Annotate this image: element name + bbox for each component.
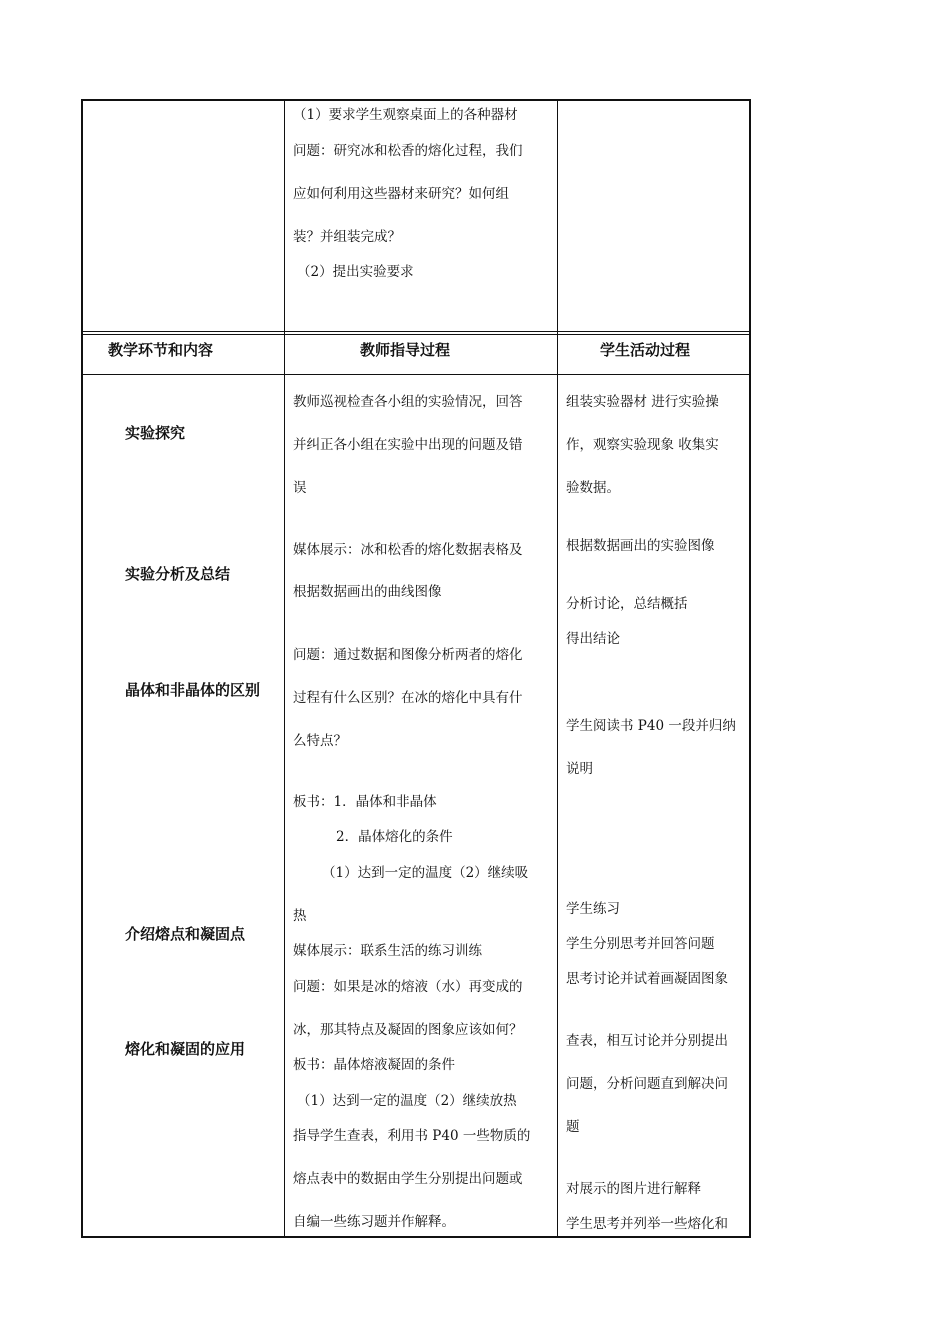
teacher-line: 媒体展示：冰和松香的熔化数据表格及 (293, 542, 523, 558)
student-line: 验数据。 (566, 480, 620, 496)
top-teacher-line: （1）要求学生观察桌面上的各种器材 (293, 107, 518, 123)
student-line: 得出结论 (566, 631, 620, 647)
section-label: 实验探究 (125, 424, 186, 442)
student-line: 学生分别思考并回答问题 (566, 936, 715, 952)
column-divider (284, 99, 285, 1238)
student-line: 说明 (566, 761, 593, 777)
student-line: 查表，相互讨论并分别提出 (566, 1033, 728, 1049)
student-line: 作，观察实验现象 收集实 (566, 437, 719, 453)
teacher-line: 板书：晶体熔液凝固的条件 (293, 1057, 455, 1073)
top-teacher-line: （2）提出实验要求 (297, 264, 414, 280)
teacher-line: 熔点表中的数据由学生分别提出问题或 (293, 1171, 523, 1187)
column-divider (557, 99, 558, 1238)
teacher-line: 冰，那其特点及凝固的图象应该如何？ (293, 1022, 523, 1038)
student-line: 学生思考并列举一些熔化和 (566, 1216, 728, 1232)
student-line: 题 (566, 1119, 580, 1135)
row-divider (81, 334, 751, 335)
teacher-line: 自编一些练习题并作解释。 (293, 1214, 455, 1230)
teacher-line: （1）达到一定的温度（2）继续吸 (322, 865, 529, 881)
teacher-line: 教师巡视检查各小组的实验情况，回答 (293, 394, 523, 410)
row-divider (81, 374, 751, 375)
section-label: 熔化和凝固的应用 (125, 1040, 246, 1058)
header-col-student: 学生活动过程 (600, 341, 691, 359)
teacher-line: 问题：通过数据和图像分析两者的熔化 (293, 647, 523, 663)
student-line: 组装实验器材 进行实验操 (566, 394, 719, 410)
teacher-line: （1）达到一定的温度（2）继续放热 (297, 1093, 517, 1109)
teacher-line: 热 (293, 908, 307, 924)
row-divider (81, 331, 751, 332)
header-col-stage: 教学环节和内容 (108, 341, 214, 359)
header-col-teacher: 教师指导过程 (360, 341, 451, 359)
section-label: 介绍熔点和凝固点 (125, 925, 246, 943)
top-teacher-line: 问题：研究冰和松香的熔化过程，我们 (293, 143, 523, 159)
teacher-line: 2．晶体熔化的条件 (336, 829, 453, 845)
teacher-line: 么特点？ (293, 733, 347, 749)
top-teacher-line: 应如何利用这些器材来研究？如何组 (293, 186, 509, 202)
section-label: 实验分析及总结 (125, 565, 231, 583)
student-line: 分析讨论，总结概括 (566, 596, 688, 612)
student-line: 思考讨论并试着画凝固图象 (566, 971, 728, 987)
teacher-line: 根据数据画出的曲线图像 (293, 584, 442, 600)
teacher-line: 误 (293, 480, 307, 496)
teacher-line: 媒体展示：联系生活的练习训练 (293, 943, 482, 959)
top-teacher-line: 装？并组装完成？ (293, 229, 401, 245)
teacher-line: 指导学生查表，利用书 P40 一些物质的 (293, 1128, 531, 1144)
teacher-line: 过程有什么区别？在冰的熔化中具有什 (293, 690, 523, 706)
student-line: 对展示的图片进行解释 (566, 1181, 701, 1197)
student-line: 学生练习 (566, 901, 620, 917)
teacher-line: 板书：1．晶体和非晶体 (293, 794, 437, 810)
teacher-line: 并纠正各小组在实验中出现的问题及错 (293, 437, 523, 453)
student-line: 学生阅读书 P40 一段并归纳 (566, 718, 736, 734)
teacher-line: 问题：如果是冰的熔液（水）再变成的 (293, 979, 523, 995)
student-line: 根据数据画出的实验图像 (566, 538, 715, 554)
section-label: 晶体和非晶体的区别 (125, 681, 261, 699)
student-line: 问题，分析问题直到解决问 (566, 1076, 728, 1092)
